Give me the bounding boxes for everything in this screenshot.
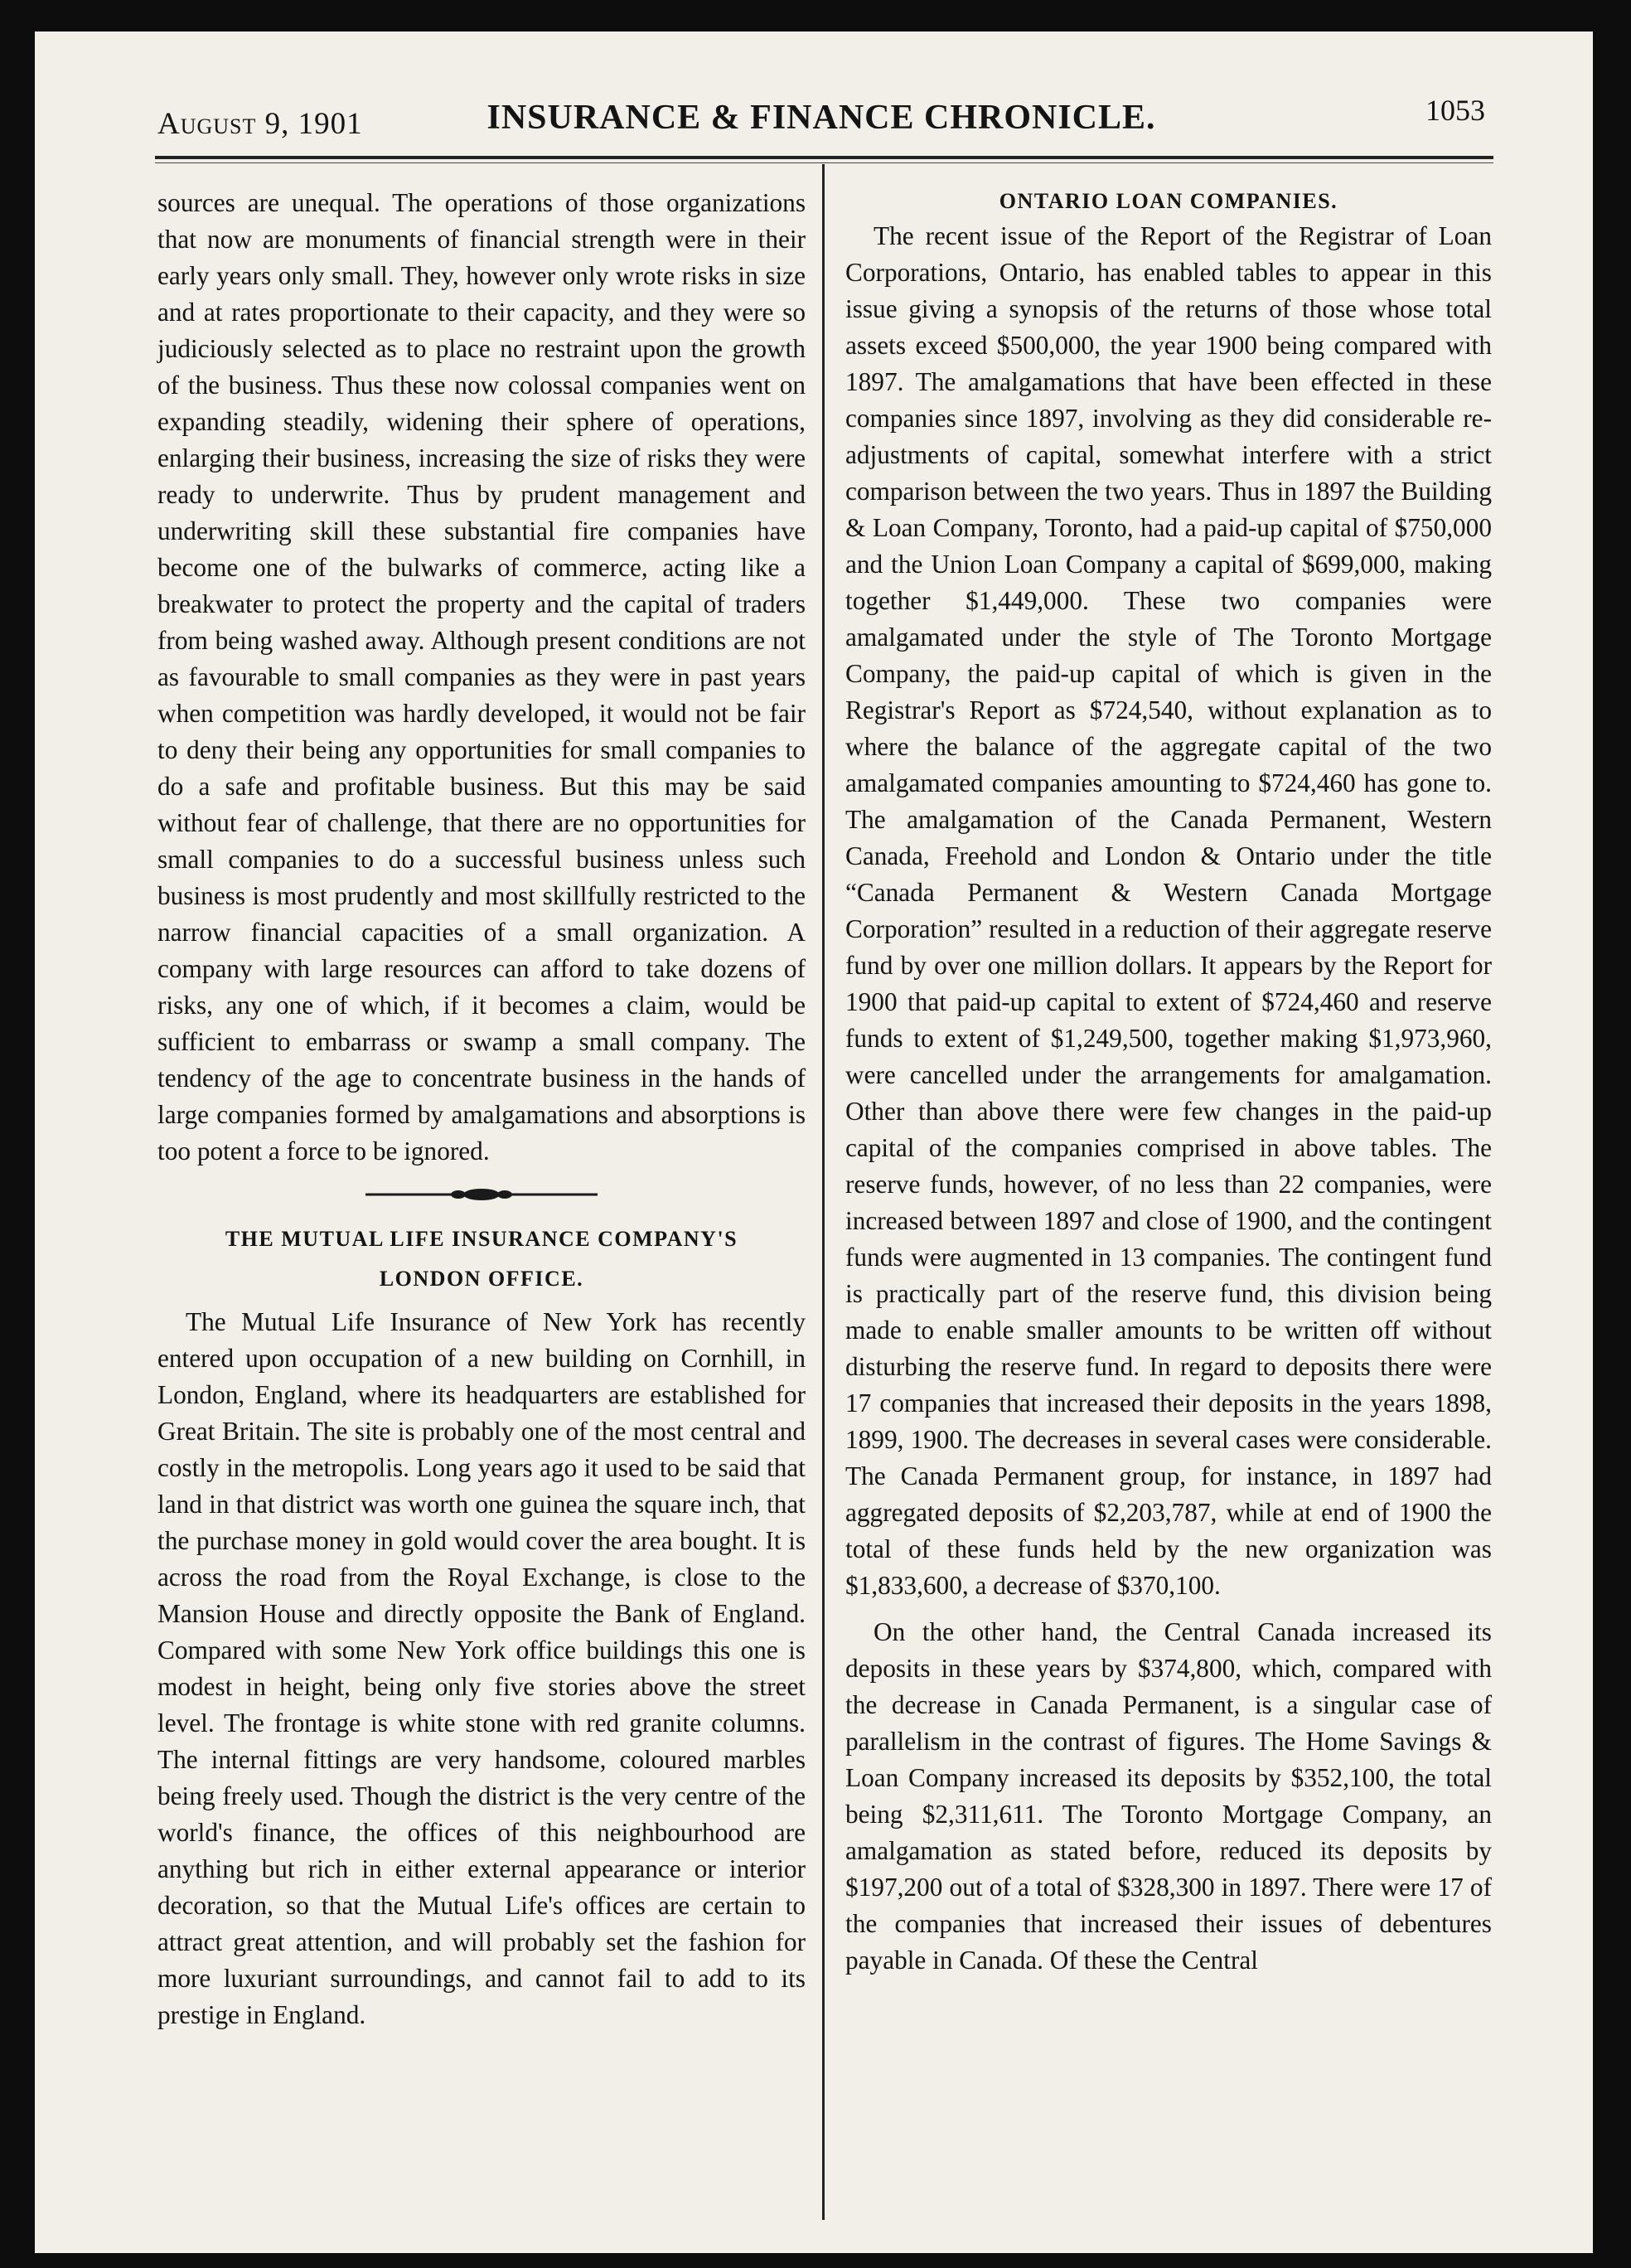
section-ornament	[365, 1188, 598, 1201]
ontario-paragraph-2: On the other hand, the Central Canada increased its deposits in these years by $374,800, which, compared with the decrease in Canada Permanent, is a singular case of parallelism in the contrast of figures. The Home Savings & Loan Company increased its deposits by $352,100, the total being $2,311,611. The Toronto Mortgage Company, an amalgamation as stated before, reduced its deposits by $197,200 out of a total of $328,300 in 1897. There were 17 of the companies that increased their issues of debentures payable in Canada. Of these the Central	[845, 1617, 1492, 1975]
ontario-loan-heading: ONTARIO LOAN COMPANIES.	[999, 189, 1338, 213]
header-rule-thin	[155, 162, 1493, 163]
continued-paragraph: sources are unequal. The operations of those organizations that now are monuments of financial strength were in their early years only small. They, however only wrote risks in size and at rates proportionate to their capacity, and they were so judiciously selected as to place no restraint upon the growth of the business. Thus these now colossal companies went on expanding steadily, widening their sphere of operations, enlarging their business, increasing the size of risks they were ready to underwrite. Thus by prudent management and underwriting skill these substantial fire companies have become one of the bulwarks of commerce, acting like a breakwater to protect the property and the capital of traders from being washed away. Although present conditions are not as favourable to small companies as they were in past years when competition was hardly developed, it would not be fair to deny their being any opportunities for small companies to do a safe and profitable business. But this may be said without fear of challenge, that there are no opportunities for small companies to do a successful business unless such business is most prudently and most skillfully restricted to the narrow financial capacities of a small organization. A company with large resources can afford to take dozens of risks, any one of which, if it becomes a claim, would be sufficient to embarrass or swamp a small company. The tendency of the age to concentrate business in the hands of large companies formed by amalgamations and absorptions is too potent a force to be ignored.	[157, 188, 806, 1166]
issue-date: August 9, 1901	[157, 107, 363, 141]
right-column	[845, 185, 1492, 1979]
publication-title: INSURANCE & FINANCE CHRONICLE.	[486, 99, 1156, 137]
left-column	[157, 185, 806, 2033]
article-heading-line2: LONDON OFFICE.	[379, 1267, 584, 1291]
column-divider	[822, 164, 825, 2220]
page-number: 1053	[1425, 94, 1485, 127]
mutual-life-article: The Mutual Life Insurance of New York has recently entered upon occupation of a new building on Cornhill, in London, England, where its headquarters are established for Great Britain. The site is probably one of the most central and costly in the metropolis. Long years ago it used to be said that land in that district was worth one guinea the square inch, that the purchase money in gold would cover the area bought. It is across the road from the Royal Exchange, is close to the Mansion House and directly opposite the Bank of England. Compared with some New York office buildings this one is modest in height, being only five stories above the street level. The frontage is white stone with red granite columns. The internal fittings are very handsome, coloured marbles being freely used. Though the district is the very centre of the world's finance, the offices of this neighbourhood are anything but rich in either external appearance or interior decoration, so that the Mutual Life's offices are certain to attract great attention, and will probably set the fashion for more luxuriant surroundings, and cannot fail to add to its prestige in England.	[157, 1307, 806, 2029]
ontario-paragraph-1: The recent issue of the Report of the Registrar of Loan Corporations, Ontario, has enabled tables to appear in this issue giving a synopsis of the returns of those whose total assets exceed $500,000, the year 1900 being compared with 1897. The amalgamations that have been effected in these companies since 1897, involving as they did considerable re-adjustments of capital, somewhat interfere with a strict comparison between the two years. Thus in 1897 the Building & Loan Company, Toronto, had a paid-up capital of $750,000 and the Union Loan Company a capital of $699,000, making together $1,449,000. These two companies were amalgamated under the style of The Toronto Mortgage Company, the paid-up capital of which is given in the Registrar's Report as $724,540, without explanation as to where the balance of the aggregate capital of the two amalgamated companies amounting to $724,460 has gone to. The amalgamation of the Canada Permanent, Western Canada, Freehold and London & Ontario under the title “Canada Permanent & Western Canada Mortgage Corporation” resulted in a reduction of their aggregate reserve fund by over one million dollars. It appears by the Report for 1900 that paid-up capital to extent of $724,460 and reserve funds to extent of $1,249,500, together making $1,973,960, were cancelled under the arrangements for amalgamation. Other than above there were few changes in the paid-up capital of the companies comprised in above tables. The reserve funds, however, of no less than 22 companies, were increased between 1897 and close of 1900, and the contingent funds were augmented in 13 companies. The contingent fund is practically part of the reserve fund, this division being made to enable smaller amounts to be written off without disturbing the reserve fund. In regard to deposits there were 17 companies that increased their deposits in the years 1898, 1899, 1900. The decreases in several cases were considerable. The Canada Permanent group, for instance, in 1897 had aggregated deposits of $2,203,787, while at end of 1900 the total of these funds held by the new organization was $1,833,600, a decrease of $370,100.	[845, 221, 1492, 1600]
newspaper-page	[35, 32, 1593, 2253]
header-rule	[155, 156, 1493, 159]
article-heading-line1: THE MUTUAL LIFE INSURANCE COMPANY'S	[225, 1227, 738, 1251]
page-header	[157, 91, 1485, 149]
